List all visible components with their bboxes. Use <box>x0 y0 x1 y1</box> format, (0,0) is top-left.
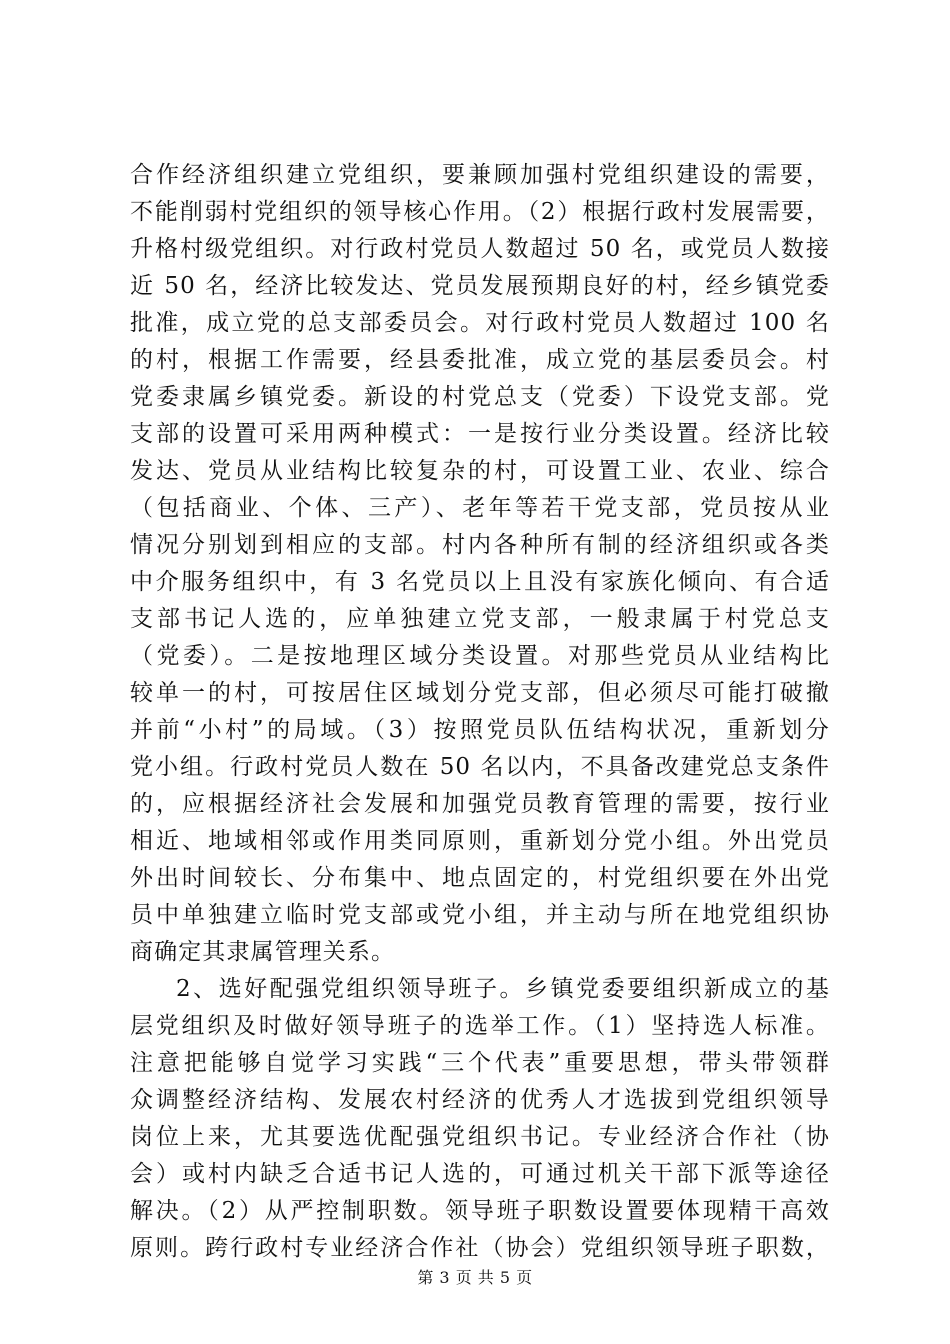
text-line: 党委隶属乡镇党委。新设的村党总支（党委）下设党支部。党 <box>130 384 830 410</box>
text-line: 情况分别划到相应的支部。村内各种所有制的经济组织或各类 <box>130 532 830 558</box>
text-line: 解决。（2）从严控制职数。领导班子职数设置要体现精干高效 <box>130 1198 830 1224</box>
text-line: 中介服务组织中，有 3 名党员以上且没有家族化倾向、有合适 <box>130 569 830 595</box>
page-footer: 第 3 页 共 5 页 <box>417 1268 533 1287</box>
text-line: 批准，成立党的总支部委员会。对行政村党员人数超过 100 名 <box>130 310 830 336</box>
text-line: 相近、地域相邻或作用类同原则，重新划分党小组。外出党员 <box>130 828 830 854</box>
text-line: 员中单独建立临时党支部或党小组，并主动与所在地党组织协 <box>130 902 830 928</box>
text-line: （包括商业、个体、三产）、老年等若干党支部，党员按从业 <box>130 495 830 521</box>
text-line: 支部书记人选的，应单独建立党支部，一般隶属于村党总支 <box>130 606 830 632</box>
paragraph-first-line: 2、选好配强党组织领导班子。乡镇党委要组织新成立的基 <box>176 976 830 1002</box>
text-line: 外出时间较长、分布集中、地点固定的，村党组织要在外出党 <box>130 865 830 891</box>
text-line: 支部的设置可采用两种模式：一是按行业分类设置。经济比较 <box>130 421 830 447</box>
text-line: 并前“小村”的局域。（3）按照党员队伍结构状况，重新划分 <box>130 717 830 743</box>
text-line: 合作经济组织建立党组织，要兼顾加强村党组织建设的需要， <box>130 162 830 188</box>
text-line: 发达、党员从业结构比较复杂的村，可设置工业、农业、综合 <box>130 458 830 484</box>
text-line: 近 50 名，经济比较发达、党员发展预期良好的村，经乡镇党委 <box>130 273 830 299</box>
text-line: 较单一的村，可按居住区域划分党支部，但必须尽可能打破撤 <box>130 680 830 706</box>
text-line: 升格村级党组织。对行政村党员人数超过 50 名，或党员人数接 <box>130 236 830 262</box>
text-line: （党委）。二是按地理区域分类设置。对那些党员从业结构比 <box>130 643 830 669</box>
text-line: 商确定其隶属管理关系。 <box>130 939 396 965</box>
text-line: 层党组织及时做好领导班子的选举工作。（1）坚持选人标准。 <box>130 1013 830 1039</box>
text-line: 党小组。行政村党员人数在 50 名以内，不具备改建党总支条件 <box>130 754 830 780</box>
text-line: 会）或村内缺乏合适书记人选的，可通过机关干部下派等途径 <box>130 1161 830 1187</box>
text-line: 不能削弱村党组织的领导核心作用。（2）根据行政村发展需要， <box>130 199 830 225</box>
text-line: 的村，根据工作需要，经县委批准，成立党的基层委员会。村 <box>130 347 830 373</box>
text-line: 原则。跨行政村专业经济合作社（协会）党组织领导班子职数， <box>130 1235 830 1261</box>
text-line: 岗位上来，尤其要选优配强党组织书记。专业经济合作社（协 <box>130 1124 830 1150</box>
text-line: 注意把能够自觉学习实践“三个代表”重要思想，带头带领群 <box>130 1050 830 1076</box>
text-line: 众调整经济结构、发展农村经济的优秀人才选拔到党组织领导 <box>130 1087 830 1113</box>
text-line: 的，应根据经济社会发展和加强党员教育管理的需要，按行业 <box>130 791 830 817</box>
